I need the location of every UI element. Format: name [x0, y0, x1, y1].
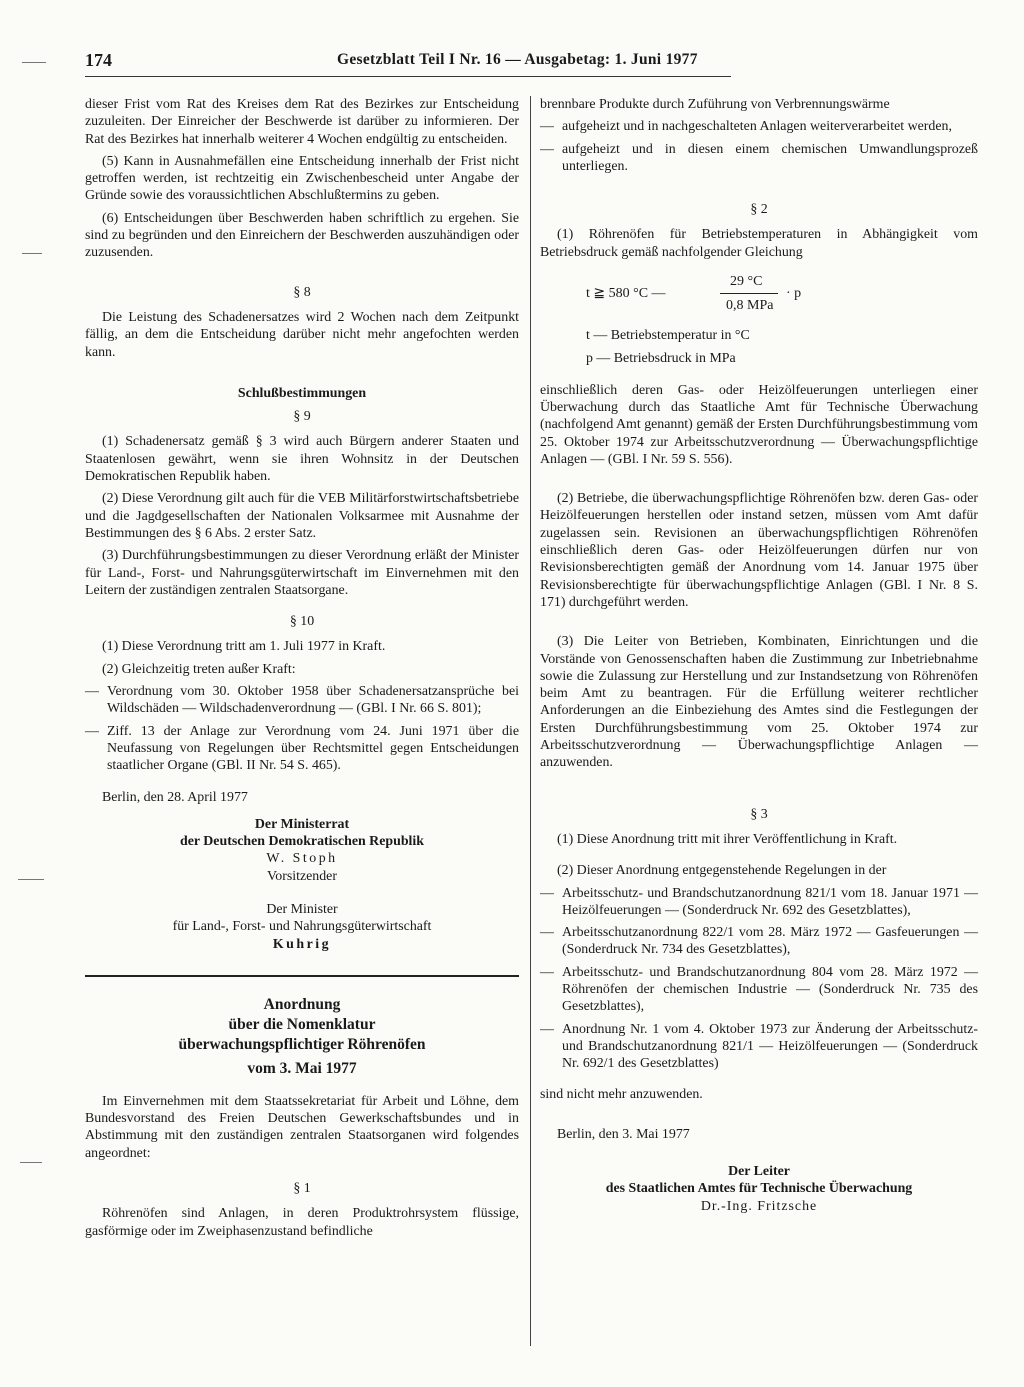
- margin-mark: [22, 253, 42, 254]
- section-heading: § 8: [293, 284, 311, 300]
- formula-numerator: 29 °C: [730, 274, 763, 290]
- formula-lhs: t ≧ 580 °C —: [586, 286, 666, 302]
- place-date: Berlin, den 28. April 1977: [102, 789, 248, 805]
- section-heading: § 3: [750, 806, 768, 822]
- list-item-text: aufgeheizt und in diesen einem chemischen Umwandlungsprozeß unterliegen.: [562, 141, 978, 174]
- title-line: über die Nomenklatur: [228, 1015, 376, 1033]
- list-item: [540, 885, 978, 920]
- section-heading: § 1: [293, 1181, 311, 1197]
- title-date: vom 3. Mai 1977: [247, 1059, 357, 1077]
- list-item-text: Verordnung vom 30. Oktober 1958 über Schadenersatzansprüche bei Wildschäden — Wildschadenverordnung — (GBl. I Nr. 66 S. 801);: [107, 684, 519, 717]
- signature-role: Der Leiter: [728, 1164, 790, 1180]
- formula: [586, 273, 978, 317]
- paragraph: (1) Röhrenöfen für Betriebstemperaturen in Abhängigkeit vom Betriebsdruck gemäß nachfolgender Gleichung: [540, 227, 978, 260]
- separator-rule: [85, 975, 519, 977]
- list-item-text: Arbeitsschutzanordnung 822/1 vom 28. März 1972 — Gasfeuerungen — (Sonderdruck Nr. 734 des Gesetzblattes),: [562, 925, 978, 958]
- list-item: [540, 964, 978, 1016]
- dash-marker: —: [540, 119, 554, 135]
- signature-role: Vorsitzender: [267, 868, 337, 884]
- list-item: [540, 1021, 978, 1073]
- signature-block: [85, 901, 519, 953]
- margin-mark: [20, 1162, 42, 1163]
- paragraph: (1) Diese Anordnung tritt mit ihrer Veröffentlichung in Kraft.: [557, 831, 898, 847]
- paragraph: (1) Schadenersatz gemäß § 3 wird auch Bürgern anderer Staaten und Staatenlosen gewährt, wenn sie ihren Wohnsitz in der Deutschen Demokratischen Republik haben.: [85, 434, 519, 485]
- title-line: überwachungspflichtiger Röhrenöfen: [178, 1035, 426, 1053]
- dash-marker: —: [540, 925, 554, 941]
- title-line: Anordnung: [263, 995, 341, 1013]
- list-item: [85, 723, 519, 775]
- list-item-text: Ziff. 13 der Anlage zur Verordnung vom 24. Juni 1971 über die Neufassung von Regelungen über Rechtsmittel gegen Entscheidungen staatlicher Organe (GBl. II Nr. 54 S. 465).: [107, 723, 519, 774]
- list-item: [540, 924, 978, 959]
- paragraph: (6) Entscheidungen über Beschwerden haben schriftlich zu ergehen. Sie sind zu begründen und den Einreichern der Beschwerden auszuhändigen oder zuzusenden.: [85, 210, 519, 261]
- dash-marker: —: [540, 1021, 554, 1037]
- right-column: [540, 96, 978, 1215]
- paragraph: einschließlich deren Gas- oder Heizölfeuerungen unterliegen einer Überwachung durch das Staatliche Amt für Technische Überwachung (nachfolgend Amt genannt) gemäß der Ersten Durchführungsbestimmung vom 25. Oktober 1974 zur Arbeitsschutzverordnung — Überwachungspflichtige Anlagen — (GBl. I Nr. 59 S. 556).: [540, 382, 978, 467]
- place-date: Berlin, den 3. Mai 1977: [557, 1126, 690, 1142]
- signature-role: Der Minister: [266, 901, 338, 917]
- signature-org: Der Ministerrat: [254, 816, 350, 832]
- list-item: [85, 683, 519, 718]
- signature-role: für Land-, Forst- und Nahrungsgüterwirtschaft: [172, 919, 432, 935]
- signature-name: Kuhrig: [272, 936, 332, 952]
- section-heading: § 2: [750, 202, 768, 218]
- list-item: [540, 118, 978, 135]
- signature-org: des Staatlichen Amtes für Technische Überwachung: [605, 1181, 913, 1197]
- paragraph: brennbare Produkte durch Zuführung von Verbrennungswärme: [540, 97, 890, 112]
- paragraph: (1) Diese Verordnung tritt am 1. Juli 1977 in Kraft.: [102, 639, 386, 655]
- page-header: [85, 50, 983, 76]
- paragraph: Röhrenöfen sind Anlagen, in deren Produktrohrsystem flüssige, gasförmige oder im Zweiphasenzustand befindliche: [85, 1206, 519, 1239]
- paragraph: Die Leistung des Schadenersatzes wird 2 Wochen nach dem Zeitpunkt fällig, an dem die Entscheidung darüber nicht mehr angefochten werden kann.: [85, 309, 519, 360]
- paragraph: (2) Dieser Anordnung entgegenstehende Regelungen in der: [557, 863, 887, 879]
- list-item-text: Anordnung Nr. 1 vom 4. Oktober 1973 zur Änderung der Arbeitsschutz- und Brandschutzanordnung 821/1 — Heizölfeuerungen — (Sonderdruck Nr. 692/1 des Gesetzblattes): [562, 1021, 978, 1072]
- list-item-text: Arbeitsschutz- und Brandschutzanordnung 821/1 vom 18. Januar 1971 — Heizölfeuerungen — (Sonderdruck Nr. 692 des Gesetzblattes),: [562, 885, 978, 918]
- dash-marker: —: [85, 723, 99, 739]
- dash-marker: —: [540, 141, 554, 157]
- section-heading: § 10: [289, 614, 315, 630]
- dash-marker: —: [540, 964, 554, 980]
- document-title: [85, 995, 519, 1079]
- signature-name: Dr.-Ing. Fritzsche: [700, 1198, 818, 1214]
- running-head: Gesetzblatt Teil I Nr. 16 — Ausgabetag: 1. Juni 1977: [337, 51, 698, 68]
- paragraph: (5) Kann in Ausnahmefällen eine Entscheidung innerhalb der Frist nicht getroffen werden, ist rechtzeitig ein Zwischenbescheid unter Angabe der Gründe sowie des voraussichtlichen Abschlußtermins zu geben.: [85, 153, 519, 204]
- paragraph: (2) Gleichzeitig treten außer Kraft:: [102, 661, 296, 677]
- list-item-text: aufgeheizt und in nachgeschalteten Anlagen weiterverarbeitet werden,: [562, 119, 952, 135]
- paragraph: (2) Betriebe, die überwachungspflichtige Röhrenöfen bzw. deren Gas- oder Heizölfeuerungen herstellen oder instand setzen, müssen vom Amt dafür zugelassen sein. Revisionen an überwachungspflichtigen Röhrenöfen einschließlich deren Gas- oder Heizölfeuerungen dürfen nur von Revisionsberechtigten gemäß der Anordnung vom 14. Januar 1975 über Revisionsberechtigte für überwachungspflichtige Anlagen (GBl. I Nr. 8 S. 171) durchgeführt werden.: [540, 491, 978, 610]
- header-rule: [85, 76, 731, 77]
- dash-marker: —: [85, 684, 99, 700]
- definition: t — Betriebstemperatur in °C: [586, 328, 750, 344]
- signature-org: der Deutschen Demokratischen Republik: [180, 834, 424, 850]
- section-heading: § 9: [293, 409, 311, 425]
- fraction-line: [720, 293, 778, 294]
- paragraph: sind nicht mehr anzuwenden.: [540, 1087, 703, 1103]
- paragraph: dieser Frist vom Rat des Kreises dem Rat des Bezirkes zur Entscheidung zuzuleiten. Der Einreicher der Beschwerde ist darüber zu informieren. Der Rat des Bezirkes hat innerhalb weiterer 4 Wochen endgültig zu entscheiden.: [85, 97, 519, 147]
- signature-block: [540, 1163, 978, 1215]
- paragraph: Im Einvernehmen mit dem Staatssekretariat für Arbeit und Löhne, dem Bundesvorstand des Freien Deutschen Gewerkschaftsbundes und in Abstimmung mit den zuständigen zentralen Staatsorganen wird folgendes angeordnet:: [85, 1093, 519, 1161]
- margin-mark: [18, 879, 44, 880]
- signature-block: [85, 816, 519, 885]
- list-item-text: Arbeitsschutz- und Brandschutzanordnung 804 vom 28. März 1972 — Röhrenöfen der chemischen Industrie — (Sonderdruck Nr. 735 des Gesetzblattes),: [562, 964, 978, 1015]
- definition: p — Betriebsdruck in MPa: [586, 351, 736, 367]
- dash-marker: —: [540, 885, 554, 901]
- section-heading: Schlußbestimmungen: [237, 385, 367, 401]
- page-number: 174: [85, 50, 112, 70]
- paragraph: (3) Die Leiter von Betrieben, Kombinaten, Einrichtungen und die Vorstände von Genossenschaften haben die Zustimmung zur Inbetriebnahme sowie die Zulassung zur Herstellung und zur Instandsetzung von Röhrenöfen beim Amt zu beantragen. Für die Erfüllung weiterer rechtlicher Anforderungen an die Einbeziehung des Amtes sind die Festlegungen der Ersten Durchführungsbestimmung vom 25. Oktober 1974 zur Arbeitsschutzverordnung — Überwachungspflichtige Anlagen — anzuwenden.: [540, 634, 978, 771]
- formula-rhs: · p: [786, 286, 802, 302]
- paragraph: (2) Diese Verordnung gilt auch für die VEB Militärforstwirtschaftsbetriebe und die Jagdgesellschaften der Nationalen Volksarmee mit Ausnahme der Bestimmungen des § 6 Abs. 2 erster Satz.: [85, 491, 519, 541]
- list-item: [540, 141, 978, 176]
- paragraph: (3) Durchführungsbestimmungen zu dieser Verordnung erläßt der Minister für Land-, Forst- und Nahrungsgüterwirtschaft im Einvernehmen mit den Leitern der zuständigen zentralen Staatsorgane.: [85, 548, 519, 598]
- left-column: [85, 96, 519, 1240]
- margin-mark: [22, 62, 46, 63]
- formula-denominator: 0,8 MPa: [726, 298, 774, 314]
- column-divider: [530, 96, 531, 1346]
- signature-name: W. Stoph: [266, 851, 338, 867]
